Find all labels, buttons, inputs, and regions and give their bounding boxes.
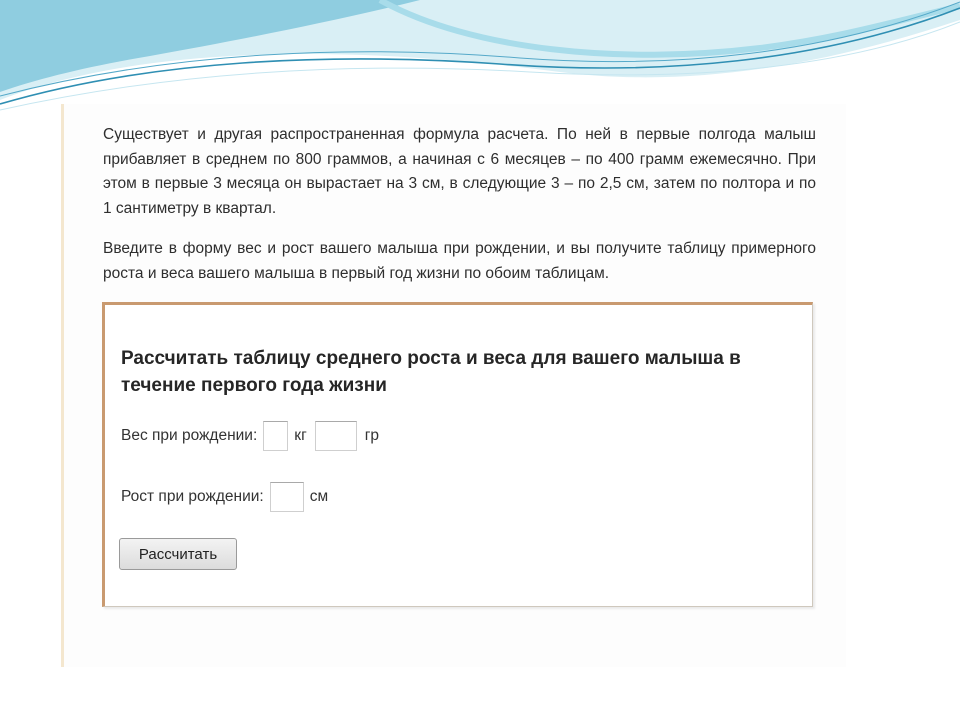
birth-height-cm-input[interactable] [270,482,304,512]
birth-weight-row [121,421,379,451]
header-wave-decoration [0,0,960,120]
birth-weight-gr-input[interactable] [315,421,357,451]
birth-height-label: Рост при рождении: [121,488,264,505]
gr-unit-label: гр [364,427,379,444]
calculate-button[interactable]: Рассчитать [119,538,237,570]
content-panel [61,104,846,667]
birth-weight-label: Вес при рождении: [121,427,258,444]
kg-unit-label: кг [294,427,307,444]
birth-weight-kg-input[interactable] [263,421,288,451]
intro-paragraph-instructions: Введите в форму вес и рост вашего малыша при рождении, и вы получите таблицу примерного роста и веса вашего малыша в первый год жизни по обоим таблицам. [103,240,816,282]
calculator-form-box [102,302,813,607]
calculator-title: Рассчитать таблицу среднего роста и веса для вашего малыша в течение первого года жизни [121,348,741,396]
cm-unit-label: см [309,488,329,505]
intro-paragraph-formula: Существует и другая распространенная формула расчета. По ней в первые полгода малыш прибавляет в среднем по 800 граммов, а начиная с 6 месяцев – по 400 грамм ежемесячно. При этом в первые 3 месяца он вырастает на 3 см, в следующие 3 – по 2,5 см, затем по полтора и по 1 сантиметру в квартал. [103,126,816,217]
birth-height-row [121,482,328,512]
